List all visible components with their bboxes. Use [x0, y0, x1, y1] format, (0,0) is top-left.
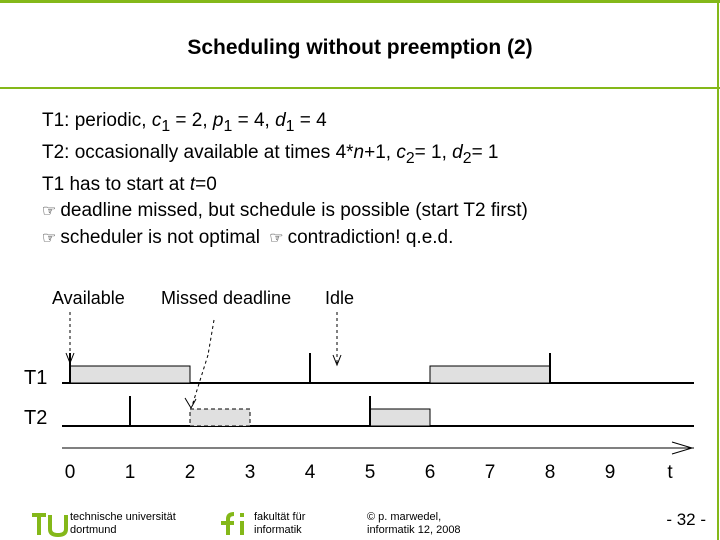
tick-label-1: 1: [124, 462, 136, 483]
bullet-list: [42, 108, 528, 252]
slide-title: Scheduling without preemption (2): [187, 36, 533, 59]
missed-deadline-arrow-line-b: [192, 355, 208, 406]
tu-logo-icon: [30, 511, 70, 539]
missed-deadline-arrow-line-a: [208, 320, 214, 355]
university-name: technische universität dortmund: [70, 511, 176, 536]
pointing-hand-icon: ☞: [42, 202, 57, 220]
tick-label-7: 7: [484, 462, 496, 483]
missed-deadline-arrowhead: [185, 398, 196, 408]
t2-exec-bar-0: [370, 409, 430, 426]
line-t2-params: T2: occasionally available at times 4*n+1, $c_2= 1$, $d_2= 1$: [42, 141, 499, 167]
tick-label-5: 5: [364, 462, 376, 483]
t2-missed-exec-bar-0: [190, 409, 250, 426]
row-label-t2: T2: [24, 407, 48, 429]
t1-exec-bar-0: [70, 366, 190, 383]
tick-label-t: t: [667, 462, 673, 483]
line-not-optimal: ☞ scheduler is not optimal ☞ contradiction! q.e.d.: [42, 226, 454, 248]
schedule-diagram: [0, 280, 720, 495]
pointing-hand-icon: ☞: [269, 229, 284, 247]
footer: [0, 505, 720, 540]
tick-label-2: 2: [184, 462, 196, 483]
page-number: - 32 -: [666, 510, 706, 529]
tick-label-9: 9: [604, 462, 616, 483]
t1-exec-bar-1: [430, 366, 550, 383]
pointing-hand-icon: ☞: [42, 229, 57, 247]
line-t1-params: T1: periodic, $c_1 = 2$, $p_1 = 4$, $d_1 = 4$: [42, 110, 327, 135]
legend-idle: Idle: [325, 288, 355, 308]
row-label-t1: T1: [24, 367, 48, 389]
tick-label-4: 4: [304, 462, 316, 483]
legend-missed-deadline: Missed deadline: [161, 288, 292, 308]
faculty-name: fakultät für informatik: [254, 511, 306, 536]
title-divider: [0, 87, 720, 89]
fi-logo-icon: [216, 511, 248, 539]
copyright: © p. marwedel, informatik 12, 2008: [367, 511, 461, 536]
line-t1-start: T1 has to start at t=0: [42, 173, 217, 195]
tick-label-6: 6: [424, 462, 436, 483]
tick-label-0: 0: [64, 462, 76, 483]
line-deadline-missed: ☞ deadline missed, but schedule is possible (start T2 first): [42, 199, 528, 221]
tick-label-3: 3: [244, 462, 256, 483]
legend-available: Available: [52, 288, 125, 308]
top-accent-bar: [0, 0, 720, 3]
tick-label-8: 8: [544, 462, 556, 483]
